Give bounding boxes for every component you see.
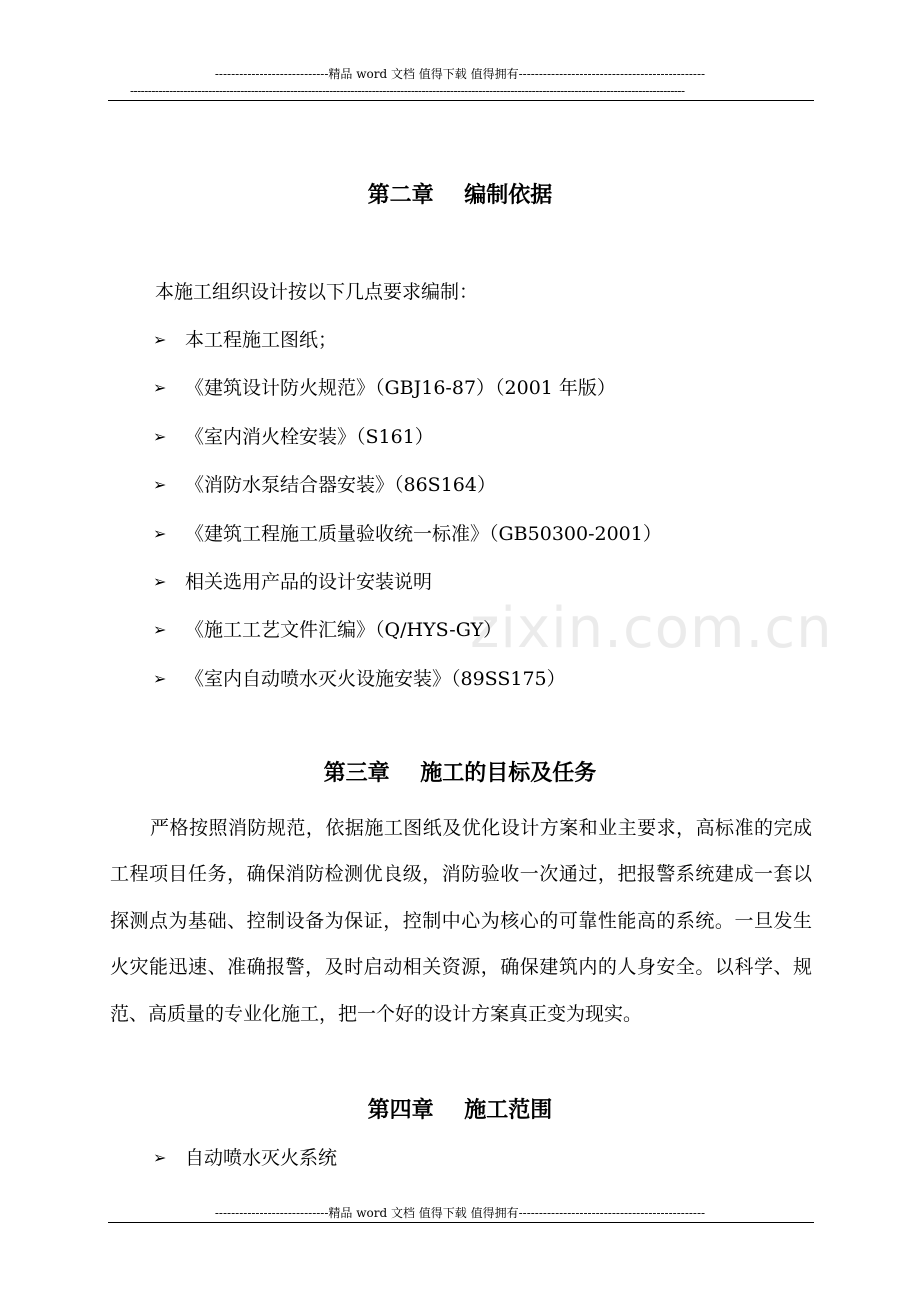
list-item-text: 《建筑工程施工质量验收统一标准》（GB50300-2001） <box>185 522 662 545</box>
list-item <box>153 471 662 519</box>
list-item-text: 相关选用产品的设计安装说明 <box>185 570 433 593</box>
list-item <box>153 374 662 422</box>
list-item-text: 本工程施工图纸； <box>185 329 338 351</box>
arrow-bullet-icon: ➢ <box>153 571 167 591</box>
header-rule <box>108 100 814 101</box>
arrow-bullet-icon: ➢ <box>153 620 167 640</box>
list-item <box>153 520 662 568</box>
arrow-bullet-icon: ➢ <box>153 523 167 543</box>
list-item <box>153 568 662 616</box>
header-banner: ----------------------------精品 word 文档 值得下载 值得拥有---------------------------------------------- <box>214 67 706 81</box>
arrow-bullet-icon: ➢ <box>153 1148 167 1167</box>
list-item <box>153 326 662 374</box>
list-item <box>153 665 662 713</box>
arrow-bullet-icon: ➢ <box>153 330 167 349</box>
list-item-text: 《施工工艺文件汇编》（Q/HYS-GY） <box>185 619 503 642</box>
list-item-text: 自动喷水灭火系统 <box>185 1147 338 1169</box>
chapter-2-title: 第二章 编制依据 <box>367 182 553 208</box>
chapter-2-intro: 本施工组织设计按以下几点要求编制： <box>155 281 479 303</box>
arrow-bullet-icon: ➢ <box>153 426 167 446</box>
arrow-bullet-icon: ➢ <box>153 475 167 495</box>
chapter-4-title: 第四章 施工范围 <box>367 1097 553 1123</box>
list-item <box>153 1144 337 1172</box>
list-item-text: 《消防水泵结合器安装》（86S164） <box>185 474 496 497</box>
list-item-text: 《室内消火栓安装》（S161） <box>185 425 434 448</box>
arrow-bullet-icon: ➢ <box>153 378 167 398</box>
chapter-3-body: 严格按照消防规范，依据施工图纸及优化设计方案和业主要求，高标准的完成工程项目任务，确保消防检测优良级，消防验收一次通过，把报警系统建成一套以探测点为基础、控制设备为保证，控制中心为核心的可靠性能高的系统。一旦发生火灾能迅速、准确报警，及时启动相关资源，确保建筑内的人身安全。以科学、规范、高质量的专业化施工，把一个好的设计方案真正变为现实。 <box>110 817 812 1025</box>
header-dash-line: ------------------------------------------------------------------------------------------------------------------------------------------------------------ <box>130 84 685 98</box>
footer-banner: ----------------------------精品 word 文档 值得下载 值得拥有---------------------------------------------- <box>214 1206 706 1220</box>
list-item-text: 《室内自动喷水灭火设施安装》（89SS175） <box>185 667 566 690</box>
footer-rule <box>108 1222 814 1223</box>
list-item <box>153 616 662 664</box>
list-item-text: 《建筑设计防火规范》（GBJ16-87）（2001 年版） <box>185 377 616 400</box>
watermark: zixin.com.cn <box>470 596 833 661</box>
chapter-2-reference-list <box>153 326 662 713</box>
list-item <box>153 423 662 471</box>
chapter-3-title: 第三章 施工的目标及任务 <box>323 760 597 786</box>
arrow-bullet-icon: ➢ <box>153 668 167 688</box>
